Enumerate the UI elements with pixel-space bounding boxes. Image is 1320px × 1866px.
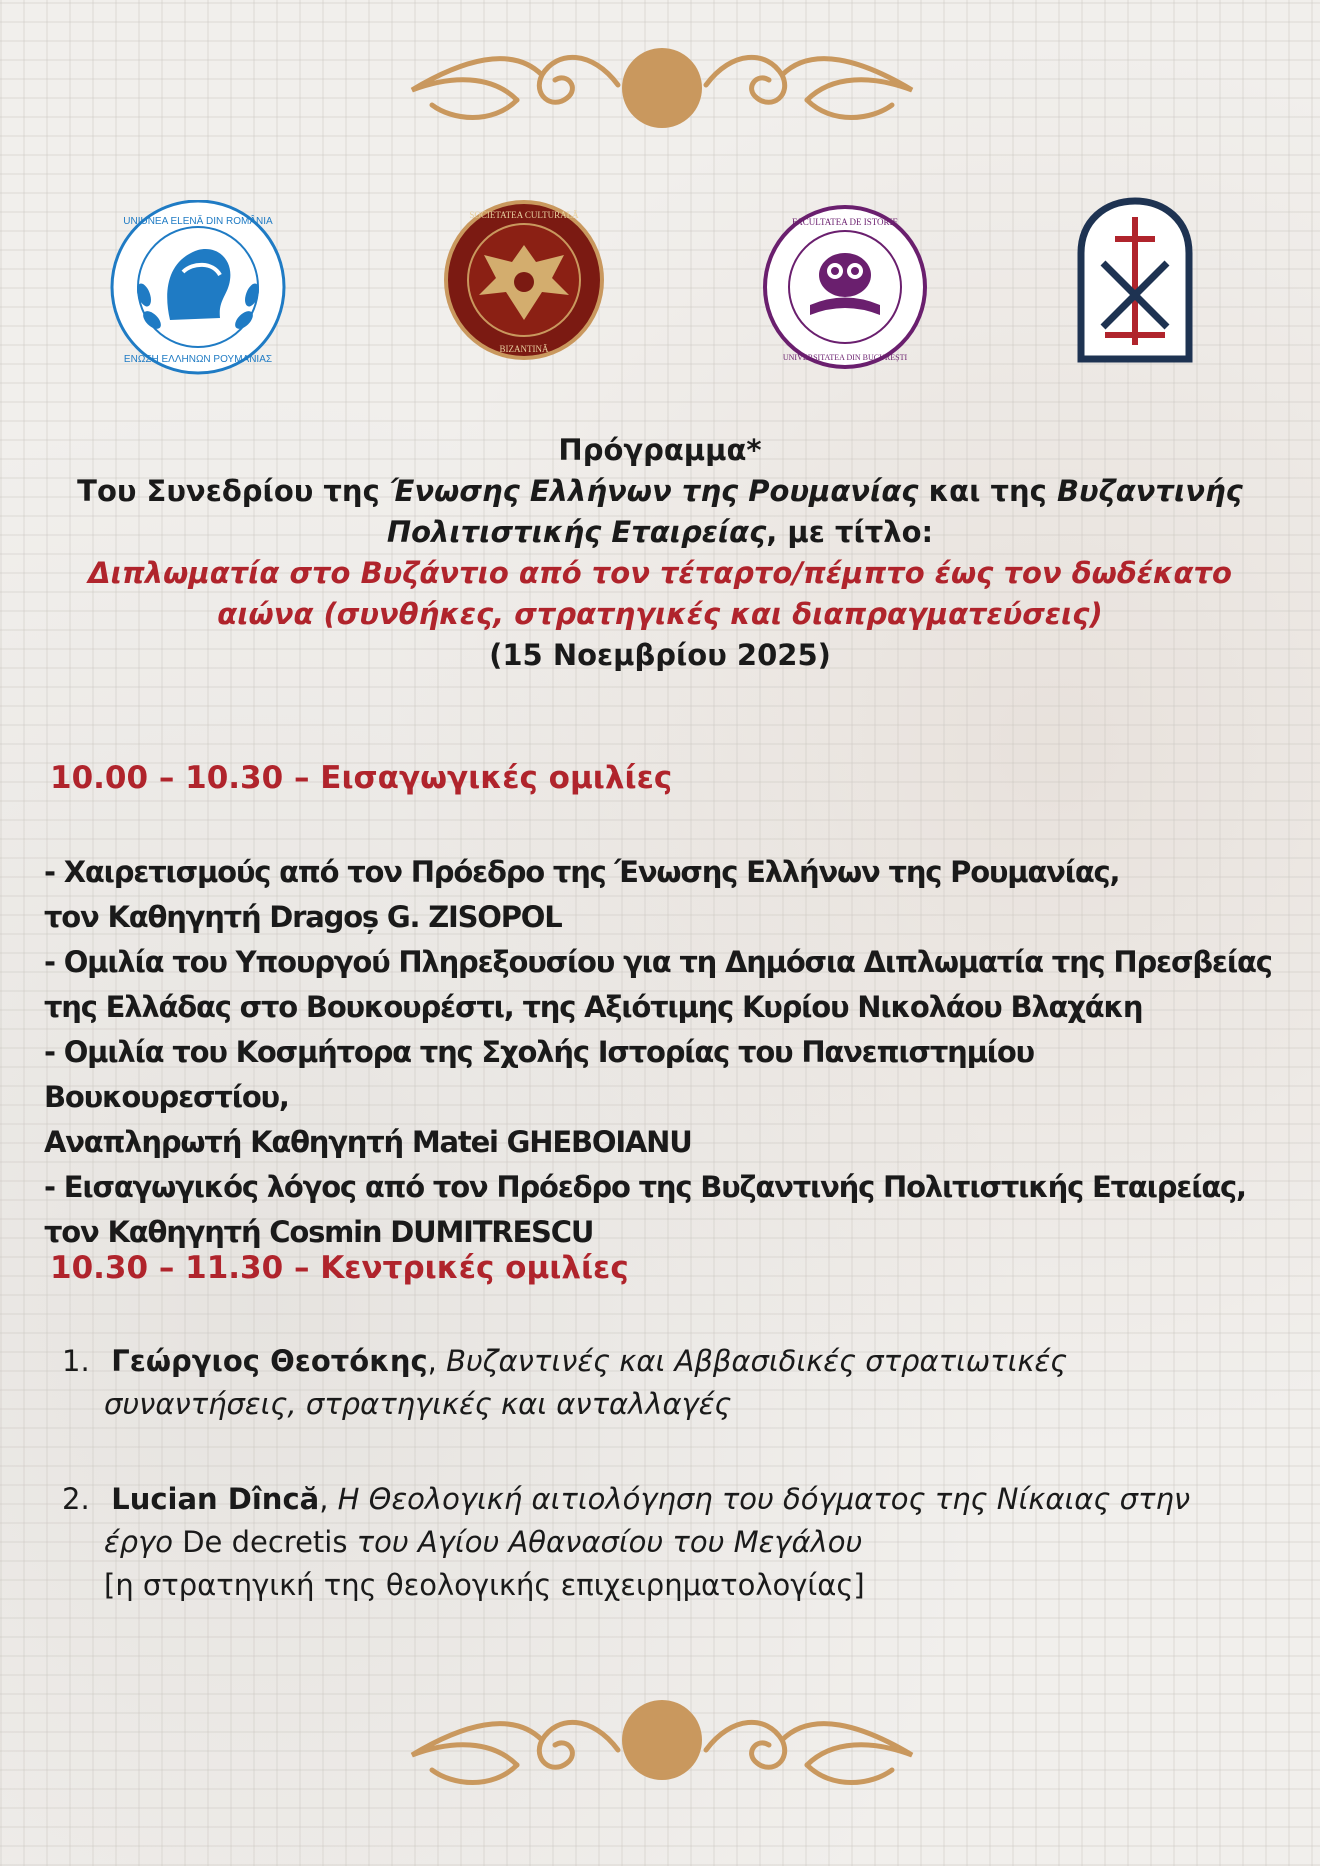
intro-line: - Ομιλία του Κοσμήτορα της Σχολής Ιστορίας του Πανεπιστημίου Βουκουρεστίου, bbox=[44, 1035, 1034, 1114]
svg-text:FACULTATEA DE ISTORIE: FACULTATEA DE ISTORIE bbox=[791, 217, 899, 227]
intro-line: Αναπληρωτή Καθηγητή Matei GHEBOIANU bbox=[44, 1125, 692, 1159]
conference-title-1: Διπλωματία στο Βυζάντιο από τον τέταρτο/πέμπτο έως τον δωδέκατο bbox=[88, 556, 1232, 590]
facultatea-de-istorie-logo bbox=[760, 205, 930, 370]
title-line-2: Του Συνεδρίου της Ένωσης Ελλήνων της Ρουμανίας και της Βυζαντινής bbox=[77, 474, 1243, 508]
section-heading-intro: 10.00 – 10.30 – Εισαγωγικές ομιλίες bbox=[50, 760, 673, 796]
conference-title-2: αιώνα (συνθήκες, στρατηγικές και διαπραγματεύσεις) bbox=[217, 597, 1103, 631]
title-program: Πρόγραμμα* bbox=[558, 433, 762, 467]
talk-item: 1. Γεώργιος Θεοτόκης, Βυζαντινές και Αββασιδικές στρατιωτικές συναντήσεις, στρατηγικές και ανταλλαγές bbox=[62, 1340, 1282, 1426]
svg-text:SOCIETATEA CULTURALĂ: SOCIETATEA CULTURALĂ bbox=[469, 210, 579, 220]
union-of-greeks-romania-logo bbox=[108, 200, 288, 375]
intro-line: τον Καθηγητή Cosmin DUMITRESCU bbox=[44, 1215, 594, 1249]
svg-text:ΕΝΩΣΗ ΕΛΛΗΝΩΝ ΡΟΥΜΑΝΙΑΣ: ΕΝΩΣΗ ΕΛΛΗΝΩΝ ΡΟΥΜΑΝΙΑΣ bbox=[123, 354, 273, 365]
intro-line: τον Καθηγητή Dragoș G. ZISOPOL bbox=[44, 900, 562, 934]
svg-text:UNIUNEA ELENĂ DIN ROMÂNIA: UNIUNEA ELENĂ DIN ROMÂNIA bbox=[123, 216, 273, 227]
intro-line: - Ομιλία του Υπουργού Πληρεξουσίου για τη Δημόσια Διπλωματία της Πρεσβείας bbox=[44, 945, 1272, 979]
speaker-name: Lucian Dîncă bbox=[111, 1482, 320, 1516]
talk-title: συναντήσεις, στρατηγικές και ανταλλαγές bbox=[104, 1387, 732, 1421]
title-line-3: Πολιτιστικής Εταιρείας, με τίτλο: bbox=[386, 515, 934, 549]
bottom-ornament bbox=[392, 1695, 932, 1805]
program-title bbox=[40, 430, 1280, 676]
intro-speeches bbox=[44, 850, 1284, 1255]
chi-cross-logo bbox=[1075, 195, 1195, 365]
talk-item: 2. Lucian Dîncă, Η Θεολογική αιτιολόγηση του δόγματος της Νίκαιας στην έργο De decretis του Αγίου Αθανασίου του Μεγάλου [η στρατηγική της θεολογικής επιχειρηματολογίας] bbox=[62, 1478, 1282, 1607]
svg-text:UNIVERSITATEA DIN BUCUREȘTI: UNIVERSITATEA DIN BUCUREȘTI bbox=[782, 353, 908, 362]
intro-line: της Ελλάδας στο Βουκουρέστι, της Αξιότιμης Κυρίου Νικολάου Βλαχάκη bbox=[44, 990, 1143, 1024]
conference-date: (15 Νοεμβρίου 2025) bbox=[489, 638, 831, 672]
talk-title: Βυζαντινές και Αββασιδικές στρατιωτικές bbox=[446, 1344, 1068, 1378]
talk-title: Η Θεολογική αιτιολόγηση του δόγματος της Νίκαιας στην bbox=[337, 1482, 1191, 1516]
talk-subtitle: [η στρατηγική της θεολογικής επιχειρηματολογίας] bbox=[104, 1568, 865, 1602]
intro-line: - Χαιρετισμούς από τον Πρόεδρο της Ένωσης Ελλήνων της Ρουμανίας, bbox=[44, 855, 1120, 889]
top-ornament bbox=[392, 30, 932, 140]
svg-text:BIZANTINĂ: BIZANTINĂ bbox=[499, 344, 549, 354]
societatea-culturala-bizantina-logo bbox=[444, 200, 604, 360]
section-heading-keynotes: 10.30 – 11.30 – Κεντρικές ομιλίες bbox=[50, 1250, 629, 1286]
speaker-name: Γεώργιος Θεοτόκης bbox=[111, 1344, 428, 1378]
intro-line: - Εισαγωγικός λόγος από τον Πρόεδρο της Βυζαντινής Πολιτιστικής Εταιρείας, bbox=[44, 1170, 1246, 1204]
